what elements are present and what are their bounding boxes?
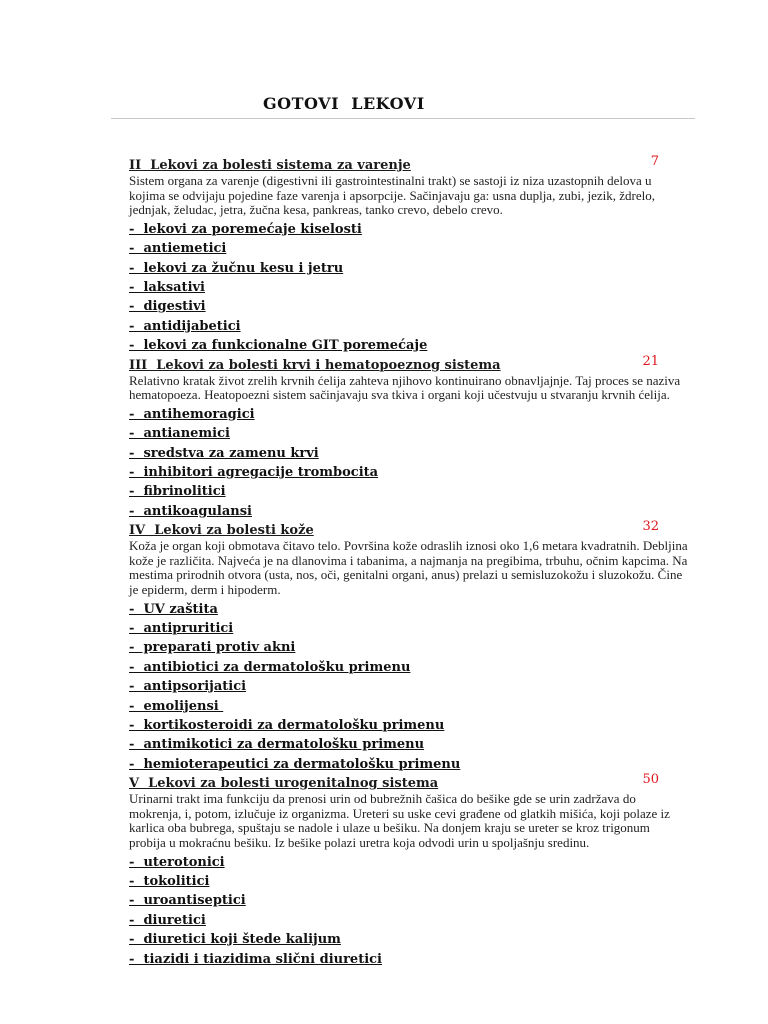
list-item[interactable]: - diuretici	[129, 912, 206, 928]
list-item[interactable]: - antianemici	[129, 426, 230, 442]
section-heading[interactable]	[129, 772, 689, 792]
section-digestive	[129, 154, 689, 356]
list-item[interactable]: - uroantiseptici	[129, 893, 246, 909]
section-page-number: 7	[650, 154, 659, 169]
list-item[interactable]: - emolijensi	[129, 698, 224, 714]
section-description: Relativno kratak život zrelih krvnih ćelija zahteva njihovo kontinuirano obnavljajnje. Taj proces se naziva hematopoeza. Heatopoezni sistem sačinjavaju sva tkiva i organi koji učestvuju u stvaranju krvnih ćelija.	[129, 372, 681, 403]
table-of-contents	[129, 156, 689, 969]
list-item[interactable]: - uterotonici	[129, 854, 225, 870]
list-item[interactable]: - lekovi za poremećaje kiselosti	[129, 221, 362, 237]
section-description: Sistem organa za varenje (digestivni ili gastrointestinalni trakt) se sastoji iz niza uzastopnih delova u kojima se odvijaju pojedine faze varenja i apsorpcije. Sačinjavaju ga: usna duplja, zubi, jezik, ždrelo, jednjak, želudac, jetra, žučna kesa, pankreas, tanko crevo, debelo crevo.	[129, 173, 655, 218]
list-item[interactable]: - antidijabetici	[129, 318, 241, 334]
drug-category-list	[129, 853, 689, 969]
list-item[interactable]: - antiemetici	[129, 241, 227, 257]
list-item[interactable]: - antipruritici	[129, 621, 234, 637]
list-item[interactable]: - antikoagulansi	[129, 503, 252, 519]
section-blood	[129, 353, 689, 522]
list-item[interactable]: - tokolitici	[129, 874, 210, 890]
drug-category-list	[129, 405, 689, 521]
section-urogenital	[129, 772, 689, 969]
section-title[interactable]: II Lekovi za bolesti sistema za varenje	[129, 158, 411, 173]
document-title: GOTOVI LEKOVI	[263, 94, 425, 113]
list-item[interactable]: - UV zaštita	[129, 601, 218, 617]
list-item[interactable]: - diuretici koji štede kalijum	[129, 932, 341, 948]
section-description: Koža je organ koji obmotava čitavo telo. Površina kože odraslih iznosi oko 1,6 metara kvadratnih. Debljina kože je različita. Najveća je na dlanovima i tabanima, a najmanja na pregibima, trbuhu, očnim kapcima. Na mestima prirodnih otvora (usta, nos, oči, genitalni organi, anus) prelazi u semisluzokožu i sluzokožu. Čine je epiderm, derm i hipoderm.	[129, 538, 688, 598]
list-item[interactable]: - hemioterapeutici za dermatološku primenu	[129, 756, 461, 772]
list-item[interactable]: - sredstva za zamenu krvi	[129, 445, 319, 461]
section-title[interactable]: IV Lekovi za bolesti kože	[129, 523, 314, 539]
list-item[interactable]: - lekovi za funkcionalne GIT poremećaje	[129, 338, 428, 354]
section-page-number: 21	[642, 353, 659, 369]
section-heading[interactable]	[129, 154, 689, 174]
list-item[interactable]: - digestivi	[129, 299, 206, 315]
section-page-number: 50	[642, 772, 659, 788]
list-item[interactable]: - antibiotici za dermatološku primenu	[129, 659, 411, 675]
list-item[interactable]: - laksativi	[129, 280, 205, 295]
list-item[interactable]: - fibrinolitici	[129, 484, 226, 500]
list-item[interactable]: - tiazidi i tiazidima slični diuretici	[129, 951, 382, 967]
drug-category-list	[129, 600, 689, 775]
list-item[interactable]: - inhibitori agregacije trombocita	[129, 465, 379, 481]
list-item[interactable]: - preparati protiv akni	[129, 640, 296, 656]
section-page-number: 32	[642, 519, 659, 535]
list-item[interactable]: - antihemoragici	[129, 406, 255, 422]
section-title[interactable]: V Lekovi za bolesti urogenitalnog sistema	[129, 776, 439, 792]
section-title[interactable]: III Lekovi za bolesti krvi i hematopoeznog sistema	[129, 357, 501, 373]
section-heading[interactable]	[129, 519, 689, 539]
list-item[interactable]: - antipsorijatici	[129, 679, 247, 695]
title-divider	[111, 118, 695, 119]
list-item[interactable]: - lekovi za žučnu kesu i jetru	[129, 260, 344, 276]
list-item[interactable]: - kortikosteroidi za dermatološku primenu	[129, 718, 445, 734]
list-item[interactable]: - antimikotici za dermatološku primenu	[129, 737, 425, 753]
section-skin	[129, 519, 689, 774]
section-description: Urinarni trakt ima funkciju da prenosi urin od bubrežnih čašica do bešike gde se urin zadržava do mokrenja, i, potom, izlučuje iz organizma. Ureteri su uske cevi građene od glatkih mišića, koji polaze iz karlica oba bubrega, spuštaju se nadole i ulaze u bešiku. Na donjem kraju se ureter se kroz trigonum probija u mokraćnu bešiku. Iz bešike polazi uretra koja odvodi urin u spoljašnju sredinu.	[129, 791, 670, 851]
drug-category-list	[129, 220, 689, 356]
section-heading[interactable]	[129, 353, 689, 374]
